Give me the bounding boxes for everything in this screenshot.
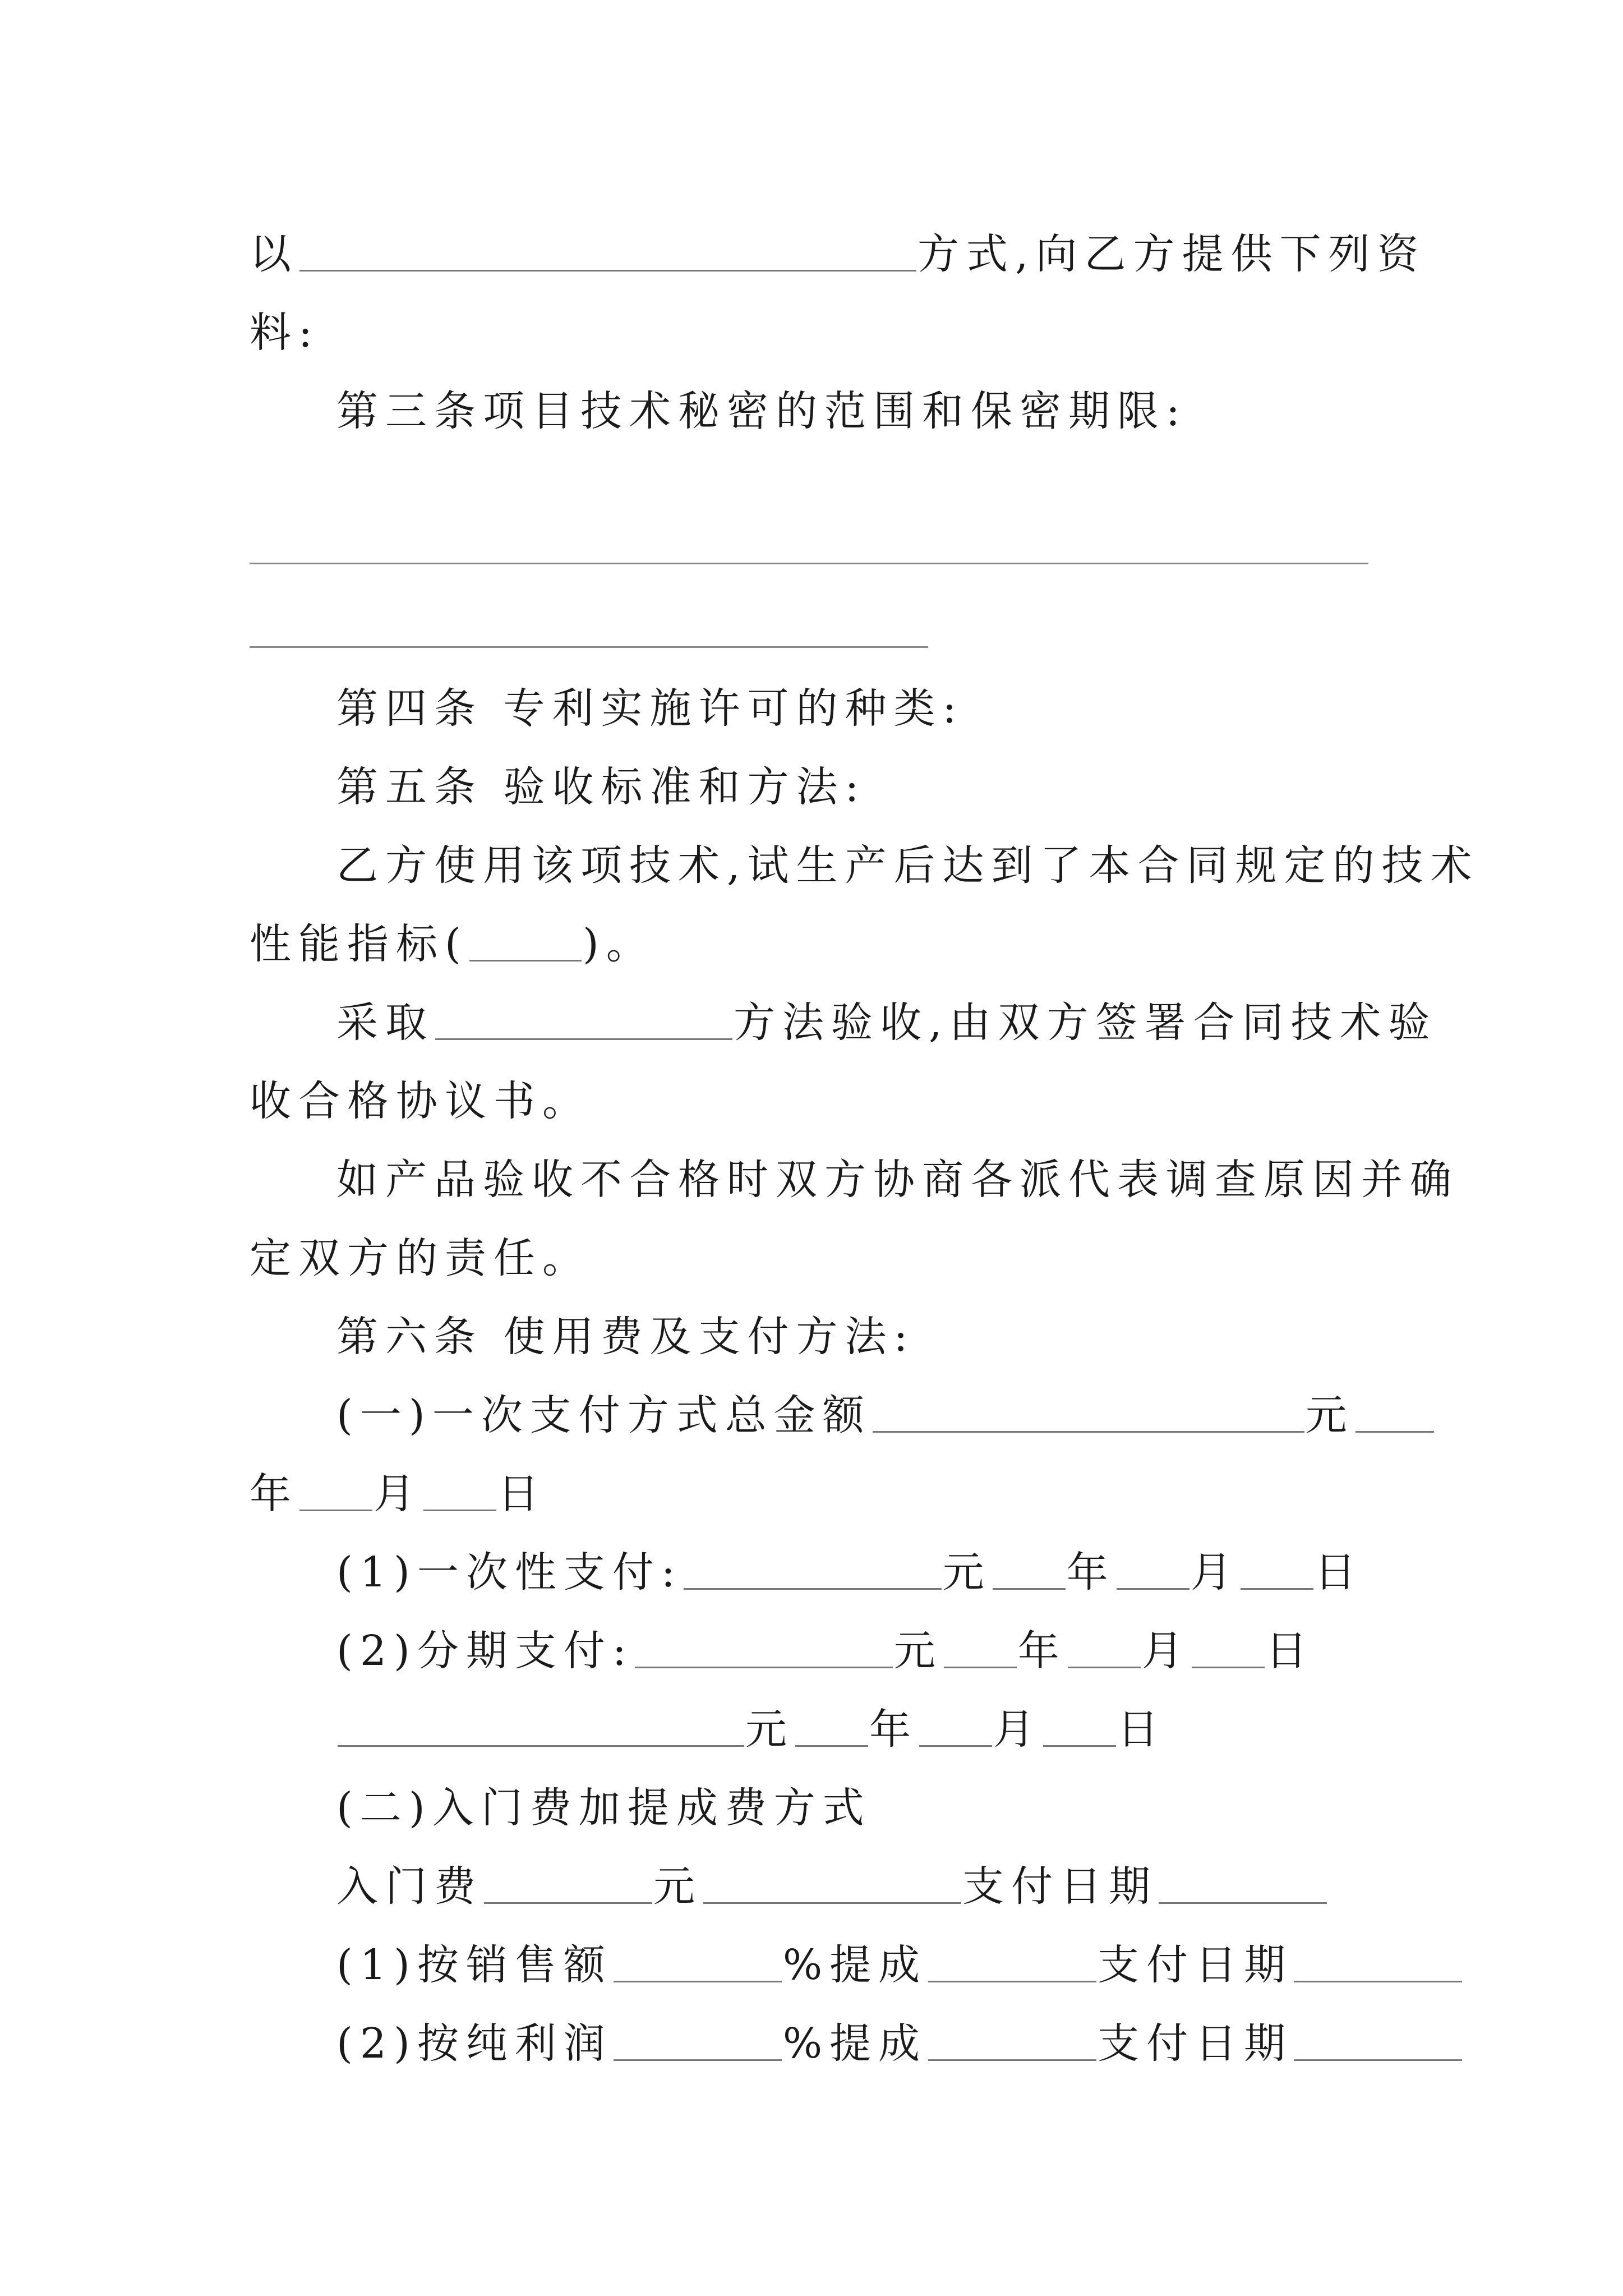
- entry-fee-heading: [336, 1767, 872, 1832]
- blank-field[interactable]: [1043, 1745, 1116, 1747]
- text: 以: [250, 230, 298, 278]
- text: 日: [1314, 1548, 1363, 1596]
- blank-rule-partial[interactable]: [250, 646, 928, 648]
- blank-field[interactable]: [1159, 1902, 1327, 1904]
- text: 支付日期: [962, 1862, 1158, 1911]
- profit-commission-line: [336, 2003, 1463, 2068]
- blank-rule-full[interactable]: [250, 563, 1368, 564]
- blank-field[interactable]: [1192, 1667, 1265, 1668]
- blank-field[interactable]: [423, 1510, 496, 1511]
- blank-field[interactable]: [928, 1981, 1096, 1982]
- blank-field[interactable]: [795, 1745, 868, 1747]
- text: 月: [993, 1705, 1042, 1754]
- clause-5-paragraph-1: [336, 825, 1479, 890]
- text: (1)按销售额: [336, 1941, 612, 1989]
- text: %提成: [782, 1941, 928, 1989]
- text: 元: [653, 1862, 702, 1911]
- clause-5-paragraph-1-cont: [250, 903, 655, 968]
- text: 元: [893, 1627, 943, 1675]
- text: 月: [374, 1470, 422, 1518]
- text: 支付日期: [1098, 1941, 1293, 1989]
- blank-field[interactable]: [944, 1667, 1017, 1668]
- text: 第三条项目技术秘密的范围和保密期限:: [336, 387, 1187, 435]
- one-time-payment-line: [336, 1531, 1363, 1596]
- entry-fee-line: [336, 1846, 1328, 1911]
- installment-payment-line-2: [336, 1688, 1166, 1754]
- text: 乙方使用该项技术,试生产后达到了本合同规定的技术: [336, 841, 1479, 890]
- blank-field[interactable]: [1241, 1588, 1313, 1590]
- text: (1)一次性支付:: [336, 1548, 683, 1596]
- clause-5-paragraph-2-cont: [250, 1060, 591, 1125]
- clause-4-heading: [336, 668, 964, 733]
- text: 方式,向乙方提供下列资: [917, 230, 1426, 278]
- blank-field[interactable]: [1294, 1981, 1462, 1982]
- text: 月: [1190, 1548, 1239, 1596]
- text: 年: [250, 1470, 298, 1518]
- clause-5-paragraph-3: [336, 1139, 1459, 1204]
- text: 日: [1265, 1627, 1315, 1675]
- text: 性能指标(: [250, 920, 468, 968]
- text: 年: [869, 1705, 918, 1754]
- text: 收合格协议书。: [250, 1077, 591, 1125]
- text: (2)按纯利润: [336, 2019, 612, 2068]
- text: 采取: [336, 999, 434, 1047]
- blank-field[interactable]: [1355, 1431, 1434, 1433]
- text: 第五条 验收标准和方法:: [336, 763, 866, 811]
- text: 年: [1066, 1548, 1115, 1596]
- text: 日: [1117, 1705, 1166, 1754]
- blank-field[interactable]: [635, 1667, 893, 1668]
- installment-payment-line: [336, 1610, 1315, 1675]
- blank-field[interactable]: [299, 270, 916, 272]
- blank-field[interactable]: [684, 1588, 942, 1590]
- text: 第六条 使用费及支付方法:: [336, 1313, 915, 1361]
- text: 如产品验收不合格时双方协商各派代表调查原因并确: [336, 1156, 1459, 1204]
- lump-sum-line: [336, 1374, 1435, 1439]
- text: (一)一次支付方式总金额: [336, 1391, 872, 1439]
- text: (2)分期支付:: [336, 1627, 634, 1675]
- text: 元: [942, 1548, 992, 1596]
- text: 第四条 专利实施许可的种类:: [336, 684, 964, 733]
- clause-5-paragraph-2: [336, 982, 1437, 1047]
- clause-2-delivery-line-cont: [250, 292, 320, 357]
- sales-commission-line: [336, 1924, 1463, 1989]
- text: 定双方的责任。: [250, 1234, 591, 1282]
- blank-field[interactable]: [1294, 2059, 1462, 2061]
- blank-field[interactable]: [338, 1745, 744, 1747]
- text: %提成: [782, 2019, 928, 2068]
- clause-3-heading: [336, 370, 1187, 435]
- blank-field[interactable]: [614, 2059, 782, 2061]
- text: 方法验收,由双方签署合同技术验: [734, 999, 1437, 1047]
- blank-field[interactable]: [703, 1902, 961, 1904]
- clause-5-paragraph-3-cont: [250, 1217, 591, 1282]
- blank-field[interactable]: [919, 1745, 992, 1747]
- blank-field[interactable]: [299, 1510, 372, 1511]
- text: 元: [745, 1705, 794, 1754]
- text: (二)入门费加提成费方式: [336, 1784, 872, 1832]
- text: 支付日期: [1098, 2019, 1293, 2068]
- text: 元: [1305, 1391, 1354, 1439]
- blank-field[interactable]: [873, 1431, 1304, 1433]
- clause-6-heading: [336, 1296, 915, 1361]
- text: 年: [1017, 1627, 1067, 1675]
- text: 入门费: [336, 1862, 483, 1911]
- text: 月: [1141, 1627, 1191, 1675]
- blank-field[interactable]: [1117, 1588, 1189, 1590]
- text: )。: [582, 920, 655, 968]
- blank-field[interactable]: [484, 1902, 652, 1904]
- lump-sum-date-line: [250, 1453, 546, 1518]
- blank-field[interactable]: [469, 960, 582, 961]
- text: 日: [497, 1470, 546, 1518]
- blank-field[interactable]: [928, 2059, 1096, 2061]
- clause-5-heading: [336, 746, 866, 811]
- text: 料:: [250, 309, 320, 357]
- blank-field[interactable]: [993, 1588, 1066, 1590]
- blank-field[interactable]: [614, 1981, 782, 1982]
- blank-field[interactable]: [435, 1038, 732, 1040]
- clause-2-delivery-line: [250, 213, 1426, 278]
- blank-field[interactable]: [1068, 1667, 1141, 1668]
